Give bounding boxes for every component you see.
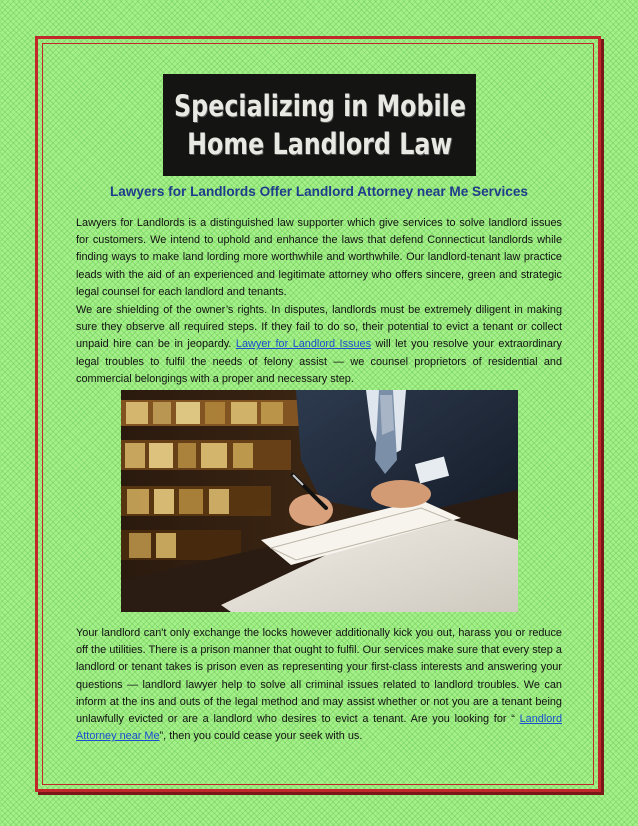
paragraph-2-text-end: will let you resolve your extraordinary legal troubles to fulfil the needs of felony assist — we counsel proprietors of residential and commercial belongings with a proper and necessary step. — [76, 338, 562, 385]
banner-line-1: Specializing in Mobile — [173, 89, 466, 123]
lawyer-for-landlord-issues-link[interactable]: Lawyer for Landlord Issues — [235, 338, 372, 351]
paragraph-3-text-end: ”, then you could cease your seek with us. — [159, 730, 363, 743]
paragraph-intro: Lawyers for Landlords is a distinguished law supporter which give services to solve landlord issues for customers. We intend to uphold and enhance the laws that defend Connecticut landlords while finding ways to make land lording more worthwhile and worthwhile. Our landlord-tenant law practice leads with the aid of an experienced and legitimate attorney who offers sincere, green and strategic legal counsel for each landlord and tenants. — [76, 217, 562, 298]
paragraph-3-text-start: Your landlord can't only exchange the locks however additionally kick you out, harass you or reduce off the utilities. There is a prison manner that ought to fulfil. Our services make sure that every step a landlord or tenant takes is prison even as representing your first-class interests and answering your questions — landlord lawyer help to solve all criminal issues related to landlord troubles. We can inform at the ins and outs of the legal method and may assist whether or not you are a tenant being unlawfully evicted or are a landlord who desires to evict a tenant. Are you looking for “ — [76, 627, 562, 726]
paragraph-2-text-start: We are shielding of the owner’s rights. In disputes, landlords must be extremely diligent in making sure they observe all required steps. If they fail to do so, their potential to evict a tenant or collect unpaid hire can be in jeopardy. — [76, 304, 562, 351]
lawyer-photo — [121, 390, 518, 612]
banner-line-2: Home Landlord Law — [186, 127, 453, 161]
paragraph-owner-rights — [76, 302, 562, 388]
banner-image — [163, 74, 476, 176]
page-heading: Lawyers for Landlords Offer Landlord Attorney near Me Services — [110, 184, 528, 199]
paragraph-services — [76, 625, 562, 745]
landlord-attorney-near-me-link[interactable]: Landlord Attorney near Me — [76, 713, 562, 743]
